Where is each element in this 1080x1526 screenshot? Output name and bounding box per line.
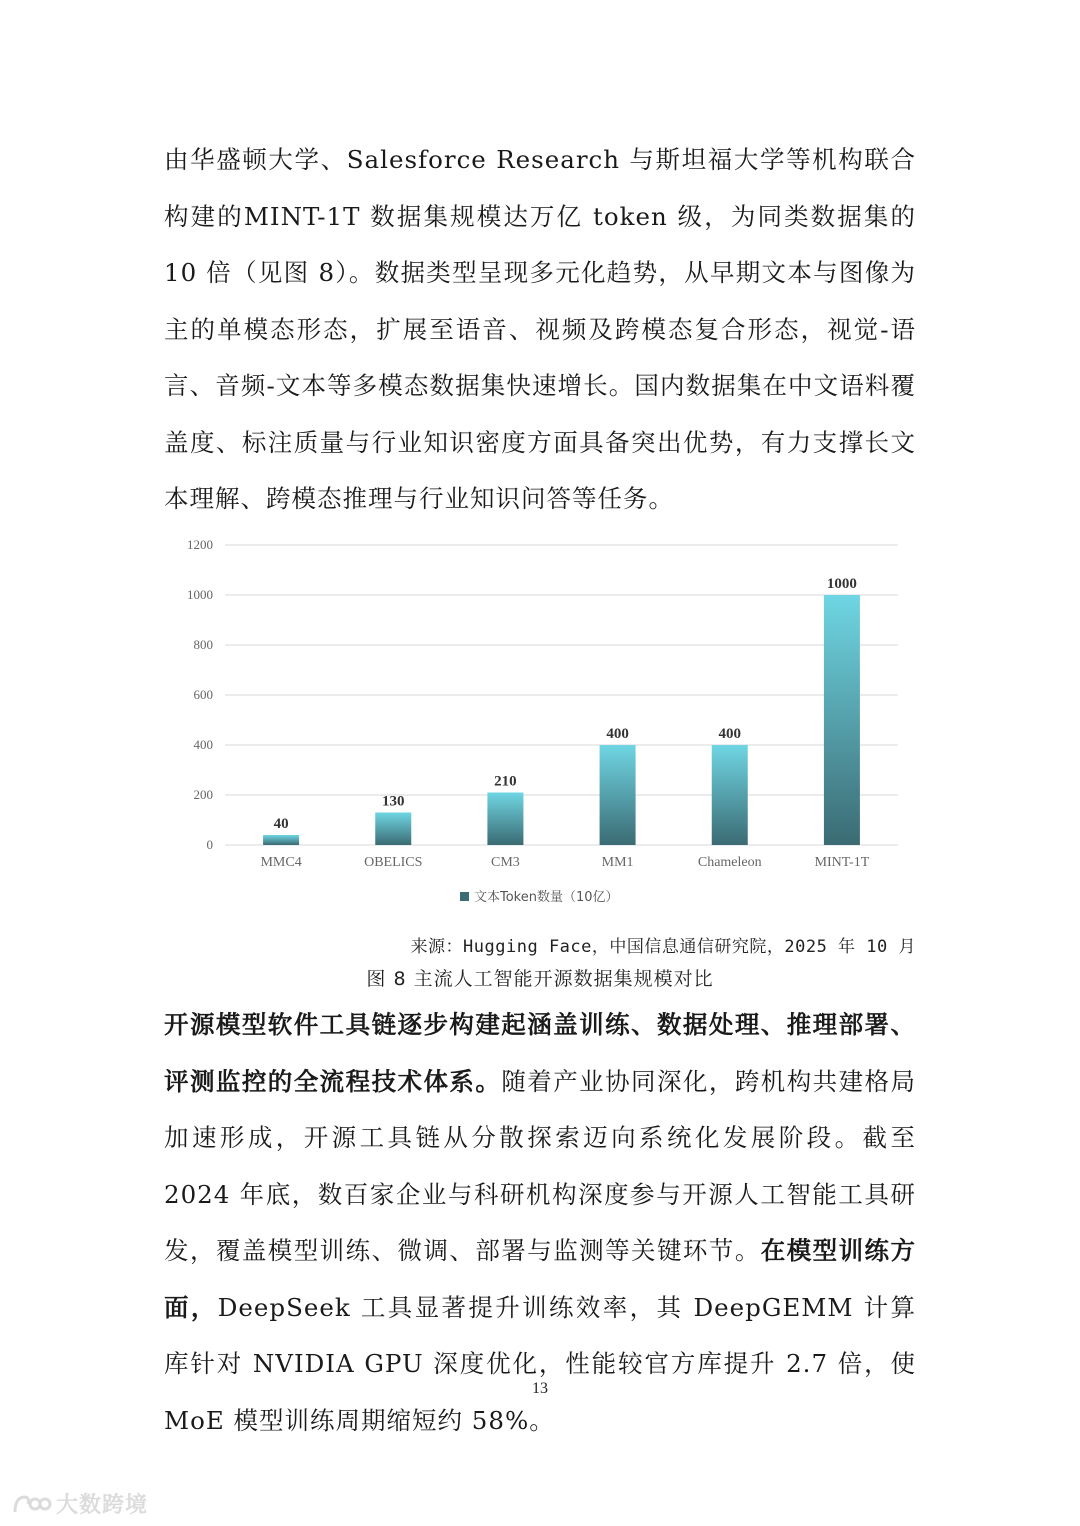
y-tick-label: 200: [193, 787, 213, 802]
data-label: 400: [718, 726, 741, 742]
chart-source: 来源：Hugging Face，中国信息通信研究院，2025 年 10 月: [410, 937, 916, 957]
paragraph-bold-subhead: 在模型训练方面，: [164, 1236, 916, 1322]
data-label: 1000: [826, 576, 857, 592]
x-category-label: OBELICS: [364, 855, 423, 870]
x-category-label: CM3: [491, 855, 520, 870]
bar-chameleon: [712, 745, 748, 845]
page-number: 13: [532, 1380, 548, 1397]
watermark-text: 大数跨境: [56, 1493, 149, 1518]
paragraph-bold-lead: 开源模型软件工具链逐步构建起涵盖训练、数据处理、推理部署、评测监控的全流程技术体系。: [164, 1010, 916, 1096]
x-category-label: MMC4: [260, 855, 302, 870]
bar-obelics: [375, 813, 411, 846]
x-category-label: MINT-1T: [814, 855, 870, 870]
bar-chart: [160, 530, 920, 920]
data-label: 40: [273, 816, 289, 832]
chart-legend: [460, 889, 619, 905]
data-label: 210: [494, 773, 517, 790]
body-paragraph-1: 由华盛顿大学、Salesforce Research 与斯坦福大学等机构联合构建的MINT-1T 数据集规模达万亿 token 级，为同类数据集的 10 倍（见图 8）。数据类型呈现多元化趋势，从早期文本与图像为主的单模态形态，扩展至语音、视频及跨模态复合形态，视觉-语言、音频-文本等多模态数据集快速增长。国内数据集在中文语料覆盖度、标注质量与行业知识密度方面具备突出优势，有力支撑长文本理解、跨模态推理与行业知识问答等任务。: [164, 145, 916, 513]
bar-cm3: [487, 793, 523, 846]
figure-caption: 图 8 主流人工智能开源数据集规模对比: [366, 968, 714, 990]
bar-mint-1t: [824, 595, 860, 845]
bar-mm1: [600, 745, 636, 845]
legend-swatch: [460, 892, 469, 901]
paragraph-text: 随着产业协同深化，跨机构共建格局加速形成，开源工具链从分散探索迈向系统化发展阶段。截至 2024 年底，数百家企业与科研机构深度参与开源人工智能工具研发，覆盖模型训练、微调、部署与监测等关键环节。: [164, 1066, 917, 1265]
paragraph-text-2: DeepSeek 工具显著提升训练效率，其 DeepGEMM 计算库针对 NVIDIA GPU 深度优化，性能较官方库提升 2.7 倍，使 MoE 模型训练周期缩短约 58%。: [164, 1292, 916, 1435]
y-tick-label: 1000: [187, 587, 213, 602]
watermark: [12, 1488, 148, 1519]
bar-mmc4: [263, 835, 299, 845]
logo-mark-icon: [12, 1492, 52, 1516]
y-tick-label: 0: [206, 837, 213, 852]
y-tick-label: 400: [193, 737, 213, 752]
x-category-label: Chameleon: [697, 855, 762, 870]
legend-label: 文本Token数量（10亿）: [474, 890, 619, 905]
y-tick-label: 800: [193, 637, 213, 652]
y-tick-label: 600: [193, 687, 213, 702]
data-label: 400: [606, 726, 629, 742]
y-tick-label: 1200: [187, 537, 213, 552]
x-category-label: MM1: [601, 855, 634, 870]
data-label: 130: [382, 793, 405, 810]
